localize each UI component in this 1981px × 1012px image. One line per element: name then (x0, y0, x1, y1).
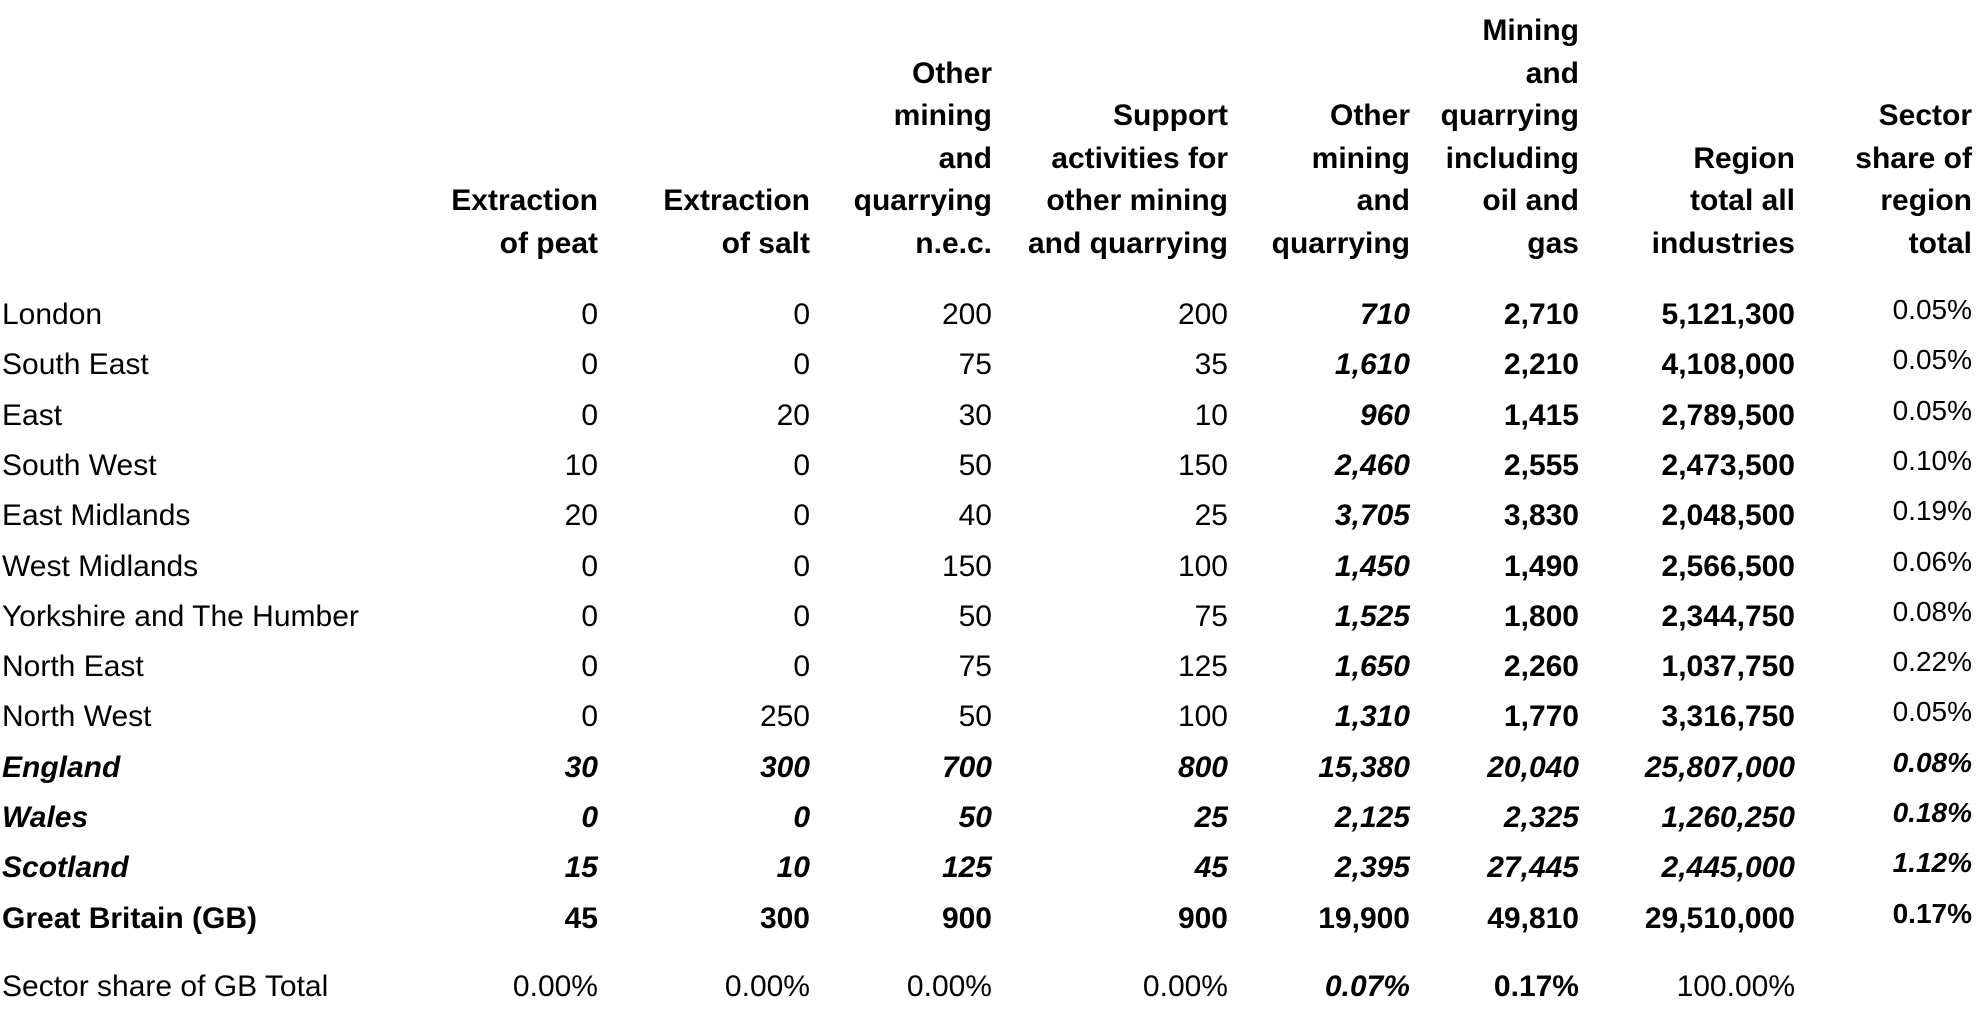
table-cell: 20 (776, 398, 810, 432)
table-cell: 0.22% (1892, 646, 1972, 678)
table-cell: 27,445 (1487, 851, 1579, 885)
table-cell: 1,650 (1334, 650, 1410, 684)
footer-cell: 0.00% (906, 970, 992, 1003)
table-cell: 2,789,500 (1661, 398, 1795, 432)
table-cell: 1,310 (1334, 700, 1410, 734)
table-cell: 1,450 (1334, 549, 1410, 583)
table-cell: 125 (1177, 650, 1228, 684)
table-cell: 35 (1194, 348, 1228, 382)
table-cell: 0 (581, 801, 598, 834)
footer-cell: 100.00% (1676, 970, 1795, 1003)
table-cell: 3,316,750 (1661, 700, 1795, 734)
table-cell: 0.10% (1892, 444, 1972, 476)
table-cell: 800 (1177, 750, 1228, 784)
table-cell: 1,770 (1503, 700, 1579, 734)
table-cell: 2,344,750 (1661, 599, 1795, 633)
table-cell: 150 (941, 549, 992, 583)
footer-cell: 0.00% (512, 970, 598, 1003)
column-header: Support activities for other mining and quarrying (1027, 99, 1228, 260)
table-cell: 1,490 (1503, 549, 1579, 583)
table-cell: 3,705 (1334, 499, 1410, 533)
table-cell: 50 (958, 448, 992, 482)
row-label: Wales (2, 801, 89, 834)
table-cell: 700 (941, 750, 992, 784)
table-cell: 25,807,000 (1644, 750, 1795, 784)
row-label: South West (2, 448, 157, 482)
table-cell: 50 (958, 700, 992, 734)
table-cell: 300 (759, 901, 810, 935)
row-label: North East (2, 650, 144, 684)
footer-label: Sector share of GB Total (2, 970, 329, 1003)
footer-cell: 0.07% (1324, 970, 1410, 1003)
table-cell: 0.05% (1892, 344, 1972, 376)
column-header: Extraction of peat (451, 184, 598, 260)
table-cell: 0 (793, 298, 810, 331)
column-header: Other mining and quarrying (1271, 99, 1410, 260)
table-cell: 45 (1194, 851, 1228, 885)
table-cell: 75 (958, 348, 992, 382)
row-label: Yorkshire and The Humber (2, 599, 359, 633)
table-cell: 2,325 (1503, 801, 1579, 834)
table-cell: 2,445,000 (1661, 851, 1795, 885)
row-label: South East (2, 348, 149, 382)
table-cell: 0 (581, 298, 598, 331)
table-cell: 0.05% (1892, 394, 1972, 426)
table-cell: 2,566,500 (1661, 549, 1795, 583)
table-cell: 150 (1177, 448, 1228, 482)
table-cell: 2,125 (1334, 801, 1410, 834)
column-header: Extraction of salt (663, 184, 810, 260)
table-cell: 25 (1194, 499, 1228, 533)
table-cell: 0 (793, 549, 810, 583)
table-cell: 0 (581, 599, 598, 633)
table-cell: 40 (958, 499, 992, 533)
table-cell: 200 (1177, 298, 1228, 331)
table-cell: 1,610 (1334, 348, 1410, 382)
table-cell: 2,048,500 (1661, 499, 1795, 533)
column-header: Sector share of region total (1855, 99, 1972, 260)
table-cell: 20 (564, 499, 598, 533)
table-cell: 100 (1177, 549, 1228, 583)
table-cell: 30 (958, 398, 992, 432)
table-cell: 29,510,000 (1644, 901, 1795, 935)
table-cell: 0 (793, 801, 810, 834)
table-cell: 0.18% (1892, 797, 1972, 828)
table-cell: 75 (958, 650, 992, 684)
table-cell: 0 (793, 348, 810, 382)
row-label: Scotland (2, 851, 129, 885)
table-cell: 0 (793, 499, 810, 533)
table-cell: 15 (564, 851, 598, 885)
table-cell: 0 (581, 348, 598, 382)
table-cell: 0 (581, 549, 598, 583)
table-cell: 10 (564, 448, 598, 482)
footer-cell: 0.00% (724, 970, 810, 1003)
table-cell: 49,810 (1487, 901, 1579, 935)
table-cell: 900 (941, 901, 992, 935)
footer-cell: 0.17% (1493, 970, 1579, 1003)
table-cell: 10 (1194, 398, 1228, 432)
table-cell: 4,108,000 (1661, 348, 1795, 382)
table-cell: 45 (564, 901, 598, 935)
table-cell: 75 (1194, 599, 1228, 633)
table-cell: 1.12% (1892, 847, 1972, 879)
table-cell: 0.08% (1892, 746, 1972, 778)
table-cell: 2,260 (1503, 650, 1579, 684)
table-cell: 1,037,750 (1661, 650, 1795, 684)
table-cell: 50 (958, 599, 992, 633)
table-cell: 960 (1359, 398, 1410, 432)
table-cell: 2,710 (1503, 298, 1579, 331)
table-cell: 5,121,300 (1661, 298, 1795, 331)
table-cell: 10 (776, 851, 810, 885)
table-cell: 250 (759, 700, 810, 734)
table-cell: 3,830 (1503, 499, 1579, 533)
table-cell: 2,460 (1334, 448, 1410, 482)
table-cell: 1,525 (1334, 599, 1410, 633)
table-cell: 0.17% (1892, 897, 1972, 929)
column-header: Other mining and quarrying n.e.c. (853, 56, 992, 260)
table-cell: 25 (1194, 801, 1228, 834)
table-cell: 2,395 (1334, 851, 1410, 885)
table-cell: 0.08% (1892, 595, 1972, 627)
table-cell: 50 (958, 801, 992, 834)
table-cell: 900 (1177, 901, 1228, 935)
table-cell: 0 (793, 650, 810, 684)
table-cell: 0 (793, 448, 810, 482)
row-label: East (2, 398, 63, 432)
table-cell: 0 (581, 650, 598, 684)
table-cell: 710 (1359, 298, 1410, 331)
row-label: West Midlands (2, 549, 199, 583)
table-cell: 100 (1177, 700, 1228, 734)
table-cell: 2,473,500 (1661, 448, 1795, 482)
table-cell: 125 (941, 851, 992, 885)
table-cell: 0.05% (1892, 696, 1972, 728)
row-label: Great Britain (GB) (2, 901, 258, 935)
table-cell: 0 (581, 700, 598, 734)
table-cell: 20,040 (1487, 750, 1579, 784)
column-header: Mining and quarrying including oil and gas (1440, 14, 1579, 260)
table-cell: 30 (564, 750, 598, 784)
table-cell: 1,415 (1503, 398, 1579, 432)
table-cell: 2,210 (1503, 348, 1579, 382)
table-cell: 2,555 (1503, 448, 1579, 482)
table-cell: 0.06% (1892, 545, 1972, 577)
row-label: North West (2, 700, 152, 734)
table-cell: 19,900 (1318, 901, 1410, 935)
row-label: London (2, 298, 103, 331)
table-cell: 300 (759, 750, 810, 784)
table-cell: 15,380 (1318, 750, 1410, 784)
table-cell: 0.19% (1892, 495, 1972, 527)
table-cell: 200 (941, 298, 992, 331)
table-cell: 1,260,250 (1661, 801, 1795, 834)
table-cell: 0 (581, 398, 598, 432)
footer-cell: 0.00% (1142, 970, 1228, 1003)
table-cell: 0 (793, 599, 810, 633)
table-cell: 1,800 (1503, 599, 1579, 633)
table-cell: 0.05% (1892, 294, 1972, 325)
column-header: Region total all industries (1651, 141, 1795, 260)
row-label: East Midlands (2, 499, 191, 533)
row-label: England (2, 750, 121, 784)
